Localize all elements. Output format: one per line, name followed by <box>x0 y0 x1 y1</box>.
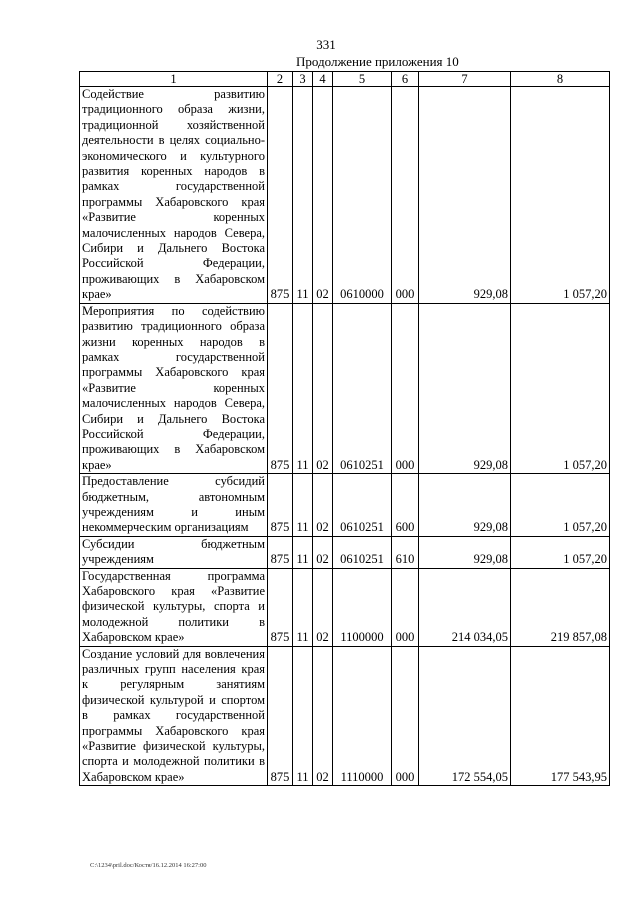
column-header: 1 <box>80 72 268 87</box>
cell-target-article: 0610000 <box>333 87 392 304</box>
table-row <box>80 303 610 473</box>
cell-expense-type: 000 <box>392 303 419 473</box>
column-header: 5 <box>333 72 392 87</box>
cell-subsection: 02 <box>313 536 333 568</box>
column-header: 7 <box>419 72 511 87</box>
cell-amount-1: 929,08 <box>419 87 511 304</box>
cell-target-article: 0610251 <box>333 536 392 568</box>
row-name: Мероприятия по содействию развитию традиционного образа жизни коренных народов в рамках государственной программы Хабаровского края «Развитие коренных малочисленных народов Севера, Сибири и Дальнего Востока Российской Федерации, проживающих в Хабаровском крае» <box>80 303 268 473</box>
cell-subsection: 02 <box>313 303 333 473</box>
page-number: 331 <box>316 37 336 52</box>
table-row <box>80 474 610 537</box>
cell-subsection: 02 <box>313 474 333 537</box>
cell-subsection: 02 <box>313 646 333 786</box>
cell-amount-2: 177 543,95 <box>511 646 610 786</box>
row-name: Предоставление субсидий бюджетным, автономным учреждениям и иным некоммерческим организациям <box>80 474 268 537</box>
cell-amount-2: 1 057,20 <box>511 87 610 304</box>
cell-expense-type: 000 <box>392 646 419 786</box>
cell-ministry: 875 <box>268 303 293 473</box>
cell-amount-2: 219 857,08 <box>511 568 610 646</box>
cell-amount-2: 1 057,20 <box>511 303 610 473</box>
cell-amount-1: 929,08 <box>419 303 511 473</box>
continuation-caption: Продолжение приложения 10 <box>296 54 459 69</box>
cell-subsection: 02 <box>313 568 333 646</box>
column-header: 2 <box>268 72 293 87</box>
cell-amount-1: 214 034,05 <box>419 568 511 646</box>
table-header-row <box>80 72 610 87</box>
column-header: 4 <box>313 72 333 87</box>
cell-ministry: 875 <box>268 474 293 537</box>
cell-section: 11 <box>293 87 313 304</box>
cell-target-article: 1100000 <box>333 568 392 646</box>
cell-ministry: 875 <box>268 87 293 304</box>
column-header: 6 <box>392 72 419 87</box>
cell-ministry: 875 <box>268 536 293 568</box>
table-row <box>80 646 610 786</box>
cell-expense-type: 600 <box>392 474 419 537</box>
document-footer: C:\1234\pril.doc/Костя/16.12.2014 16:27:00 <box>90 862 207 869</box>
column-header: 8 <box>511 72 610 87</box>
cell-amount-1: 929,08 <box>419 536 511 568</box>
cell-expense-type: 000 <box>392 568 419 646</box>
cell-amount-1: 172 554,05 <box>419 646 511 786</box>
cell-target-article: 0610251 <box>333 474 392 537</box>
cell-target-article: 1110000 <box>333 646 392 786</box>
cell-section: 11 <box>293 536 313 568</box>
cell-section: 11 <box>293 646 313 786</box>
cell-ministry: 875 <box>268 646 293 786</box>
table-row <box>80 87 610 304</box>
row-name: Субсидии бюджетным учреждениям <box>80 536 268 568</box>
cell-section: 11 <box>293 474 313 537</box>
row-name: Государственная программа Хабаровского края «Развитие физической культуры, спорта и молодежной политики в Хабаровском крае» <box>80 568 268 646</box>
cell-section: 11 <box>293 303 313 473</box>
table-row <box>80 536 610 568</box>
budget-table <box>79 71 610 786</box>
row-name: Содействие развитию традиционного образа жизни, традиционной хозяйственной деятельности в целях социально-экономического и культурного развития коренных народов в рамках государственной программы Хабаровского края «Развитие коренных малочисленных народов Севера, Сибири и Дальнего Востока Российской Федерации, проживающих в Хабаровском крае» <box>80 87 268 304</box>
cell-ministry: 875 <box>268 568 293 646</box>
cell-amount-1: 929,08 <box>419 474 511 537</box>
table-row <box>80 568 610 646</box>
cell-amount-2: 1 057,20 <box>511 474 610 537</box>
cell-expense-type: 000 <box>392 87 419 304</box>
cell-target-article: 0610251 <box>333 303 392 473</box>
row-name: Создание условий для вовлечения различных групп населения края к регулярным занятиям физической культурой и спортом в рамках государственной программы Хабаровского края «Развитие физической культуры, спорта и молодежной политики в Хабаровском крае» <box>80 646 268 786</box>
cell-amount-2: 1 057,20 <box>511 536 610 568</box>
column-header: 3 <box>293 72 313 87</box>
cell-subsection: 02 <box>313 87 333 304</box>
cell-expense-type: 610 <box>392 536 419 568</box>
cell-section: 11 <box>293 568 313 646</box>
